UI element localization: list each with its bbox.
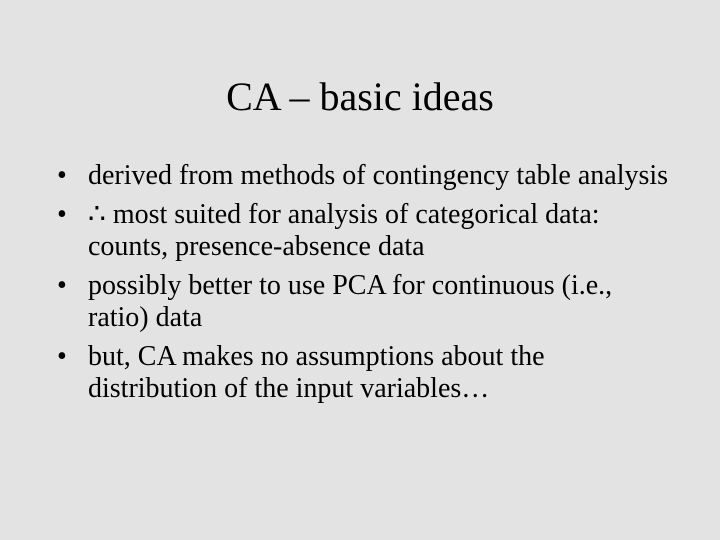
bullet-item bbox=[52, 160, 672, 192]
bullet-item bbox=[52, 199, 672, 263]
bullet-icon: • bbox=[57, 160, 67, 191]
bullet-icon: • bbox=[57, 270, 67, 301]
bullet-text: but, CA makes no assumptions about the distribution of the input variables… bbox=[88, 341, 545, 404]
bullet-list bbox=[52, 160, 672, 412]
bullet-text: possibly better to use PCA for continuous (i.e., ratio) data bbox=[88, 270, 613, 333]
bullet-text: ∴ most suited for analysis of categorical data: counts, presence-absence data bbox=[88, 199, 600, 262]
slide-title: CA – basic ideas bbox=[226, 74, 494, 119]
bullet-item bbox=[52, 341, 672, 405]
bullet-text: derived from methods of contingency table analysis bbox=[88, 160, 669, 191]
bullet-item bbox=[52, 270, 672, 334]
bullet-icon: • bbox=[57, 199, 67, 230]
bullet-icon: • bbox=[57, 341, 67, 372]
